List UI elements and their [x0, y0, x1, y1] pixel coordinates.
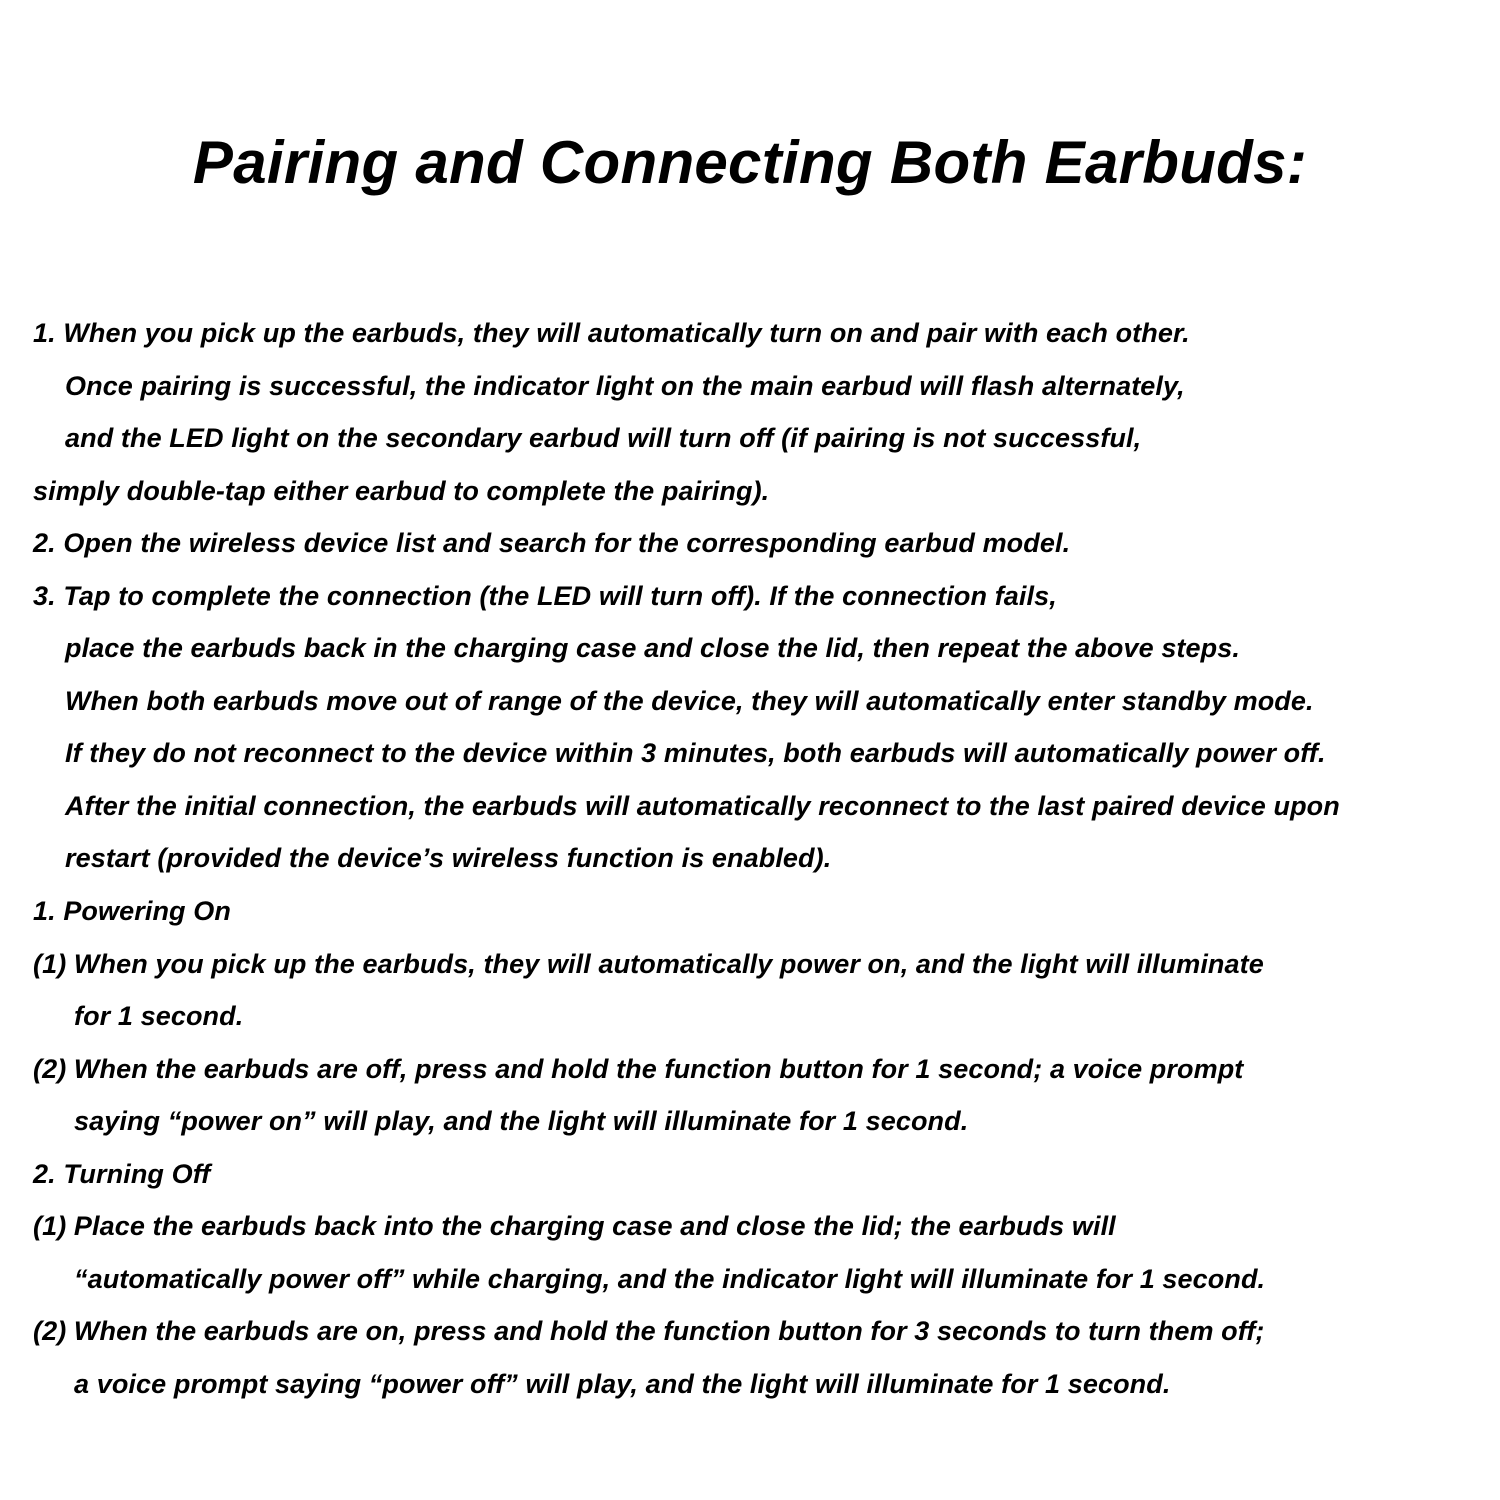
- text-line: a voice prompt saying “power off” will play, and the light will illuminate for 1 second.: [74, 1368, 1171, 1399]
- text-line: place the earbuds back in the charging case and close the lid, then repeat the above steps.: [65, 633, 1240, 664]
- section-heading: 2. Turning Off: [33, 1158, 211, 1189]
- text-line: for 1 second.: [74, 1001, 244, 1032]
- section-heading: 1. Powering On: [33, 896, 231, 927]
- text-line: (2) When the earbuds are on, press and hold the function button for 3 seconds to turn them off;: [33, 1316, 1265, 1347]
- text-line: 2. Open the wireless device list and search for the corresponding earbud model.: [33, 528, 1071, 559]
- text-line: Once pairing is successful, the indicator light on the main earbud will flash alternately,: [65, 370, 1185, 401]
- text-line: 1. When you pick up the earbuds, they will automatically turn on and pair with each other.: [33, 318, 1190, 348]
- text-line: (1) Place the earbuds back into the charging case and close the lid; the earbuds will: [33, 1211, 1116, 1242]
- text-line: saying “power on” will play, and the light will illuminate for 1 second.: [74, 1106, 969, 1137]
- text-line: (2) When the earbuds are off, press and hold the function button for 1 second; a voice prompt: [33, 1053, 1244, 1084]
- text-line: restart (provided the device’s wireless function is enabled).: [65, 843, 832, 874]
- text-line: and the LED light on the secondary earbud will turn off (if pairing is not successful,: [65, 423, 1142, 454]
- text-line: (1) When you pick up the earbuds, they will automatically power on, and the light will illuminate: [33, 948, 1264, 979]
- text-line: 3. Tap to complete the connection (the LED will turn off). If the connection fails,: [33, 580, 1057, 611]
- text-line: After the initial connection, the earbuds will automatically reconnect to the last paired device upon: [65, 790, 1340, 821]
- text-line: If they do not reconnect to the device within 3 minutes, both earbuds will automatically power off.: [65, 738, 1326, 769]
- text-line: “automatically power off” while charging, and the indicator light will illuminate for 1 second.: [74, 1263, 1266, 1294]
- instructions-body: [0, 307, 1500, 1410]
- text-line: simply double-tap either earbud to complete the pairing).: [33, 475, 770, 506]
- page-title: Pairing and Connecting Both Earbuds:: [192, 129, 1308, 196]
- text-line: When both earbuds move out of range of the device, they will automatically enter standby mode.: [65, 685, 1314, 716]
